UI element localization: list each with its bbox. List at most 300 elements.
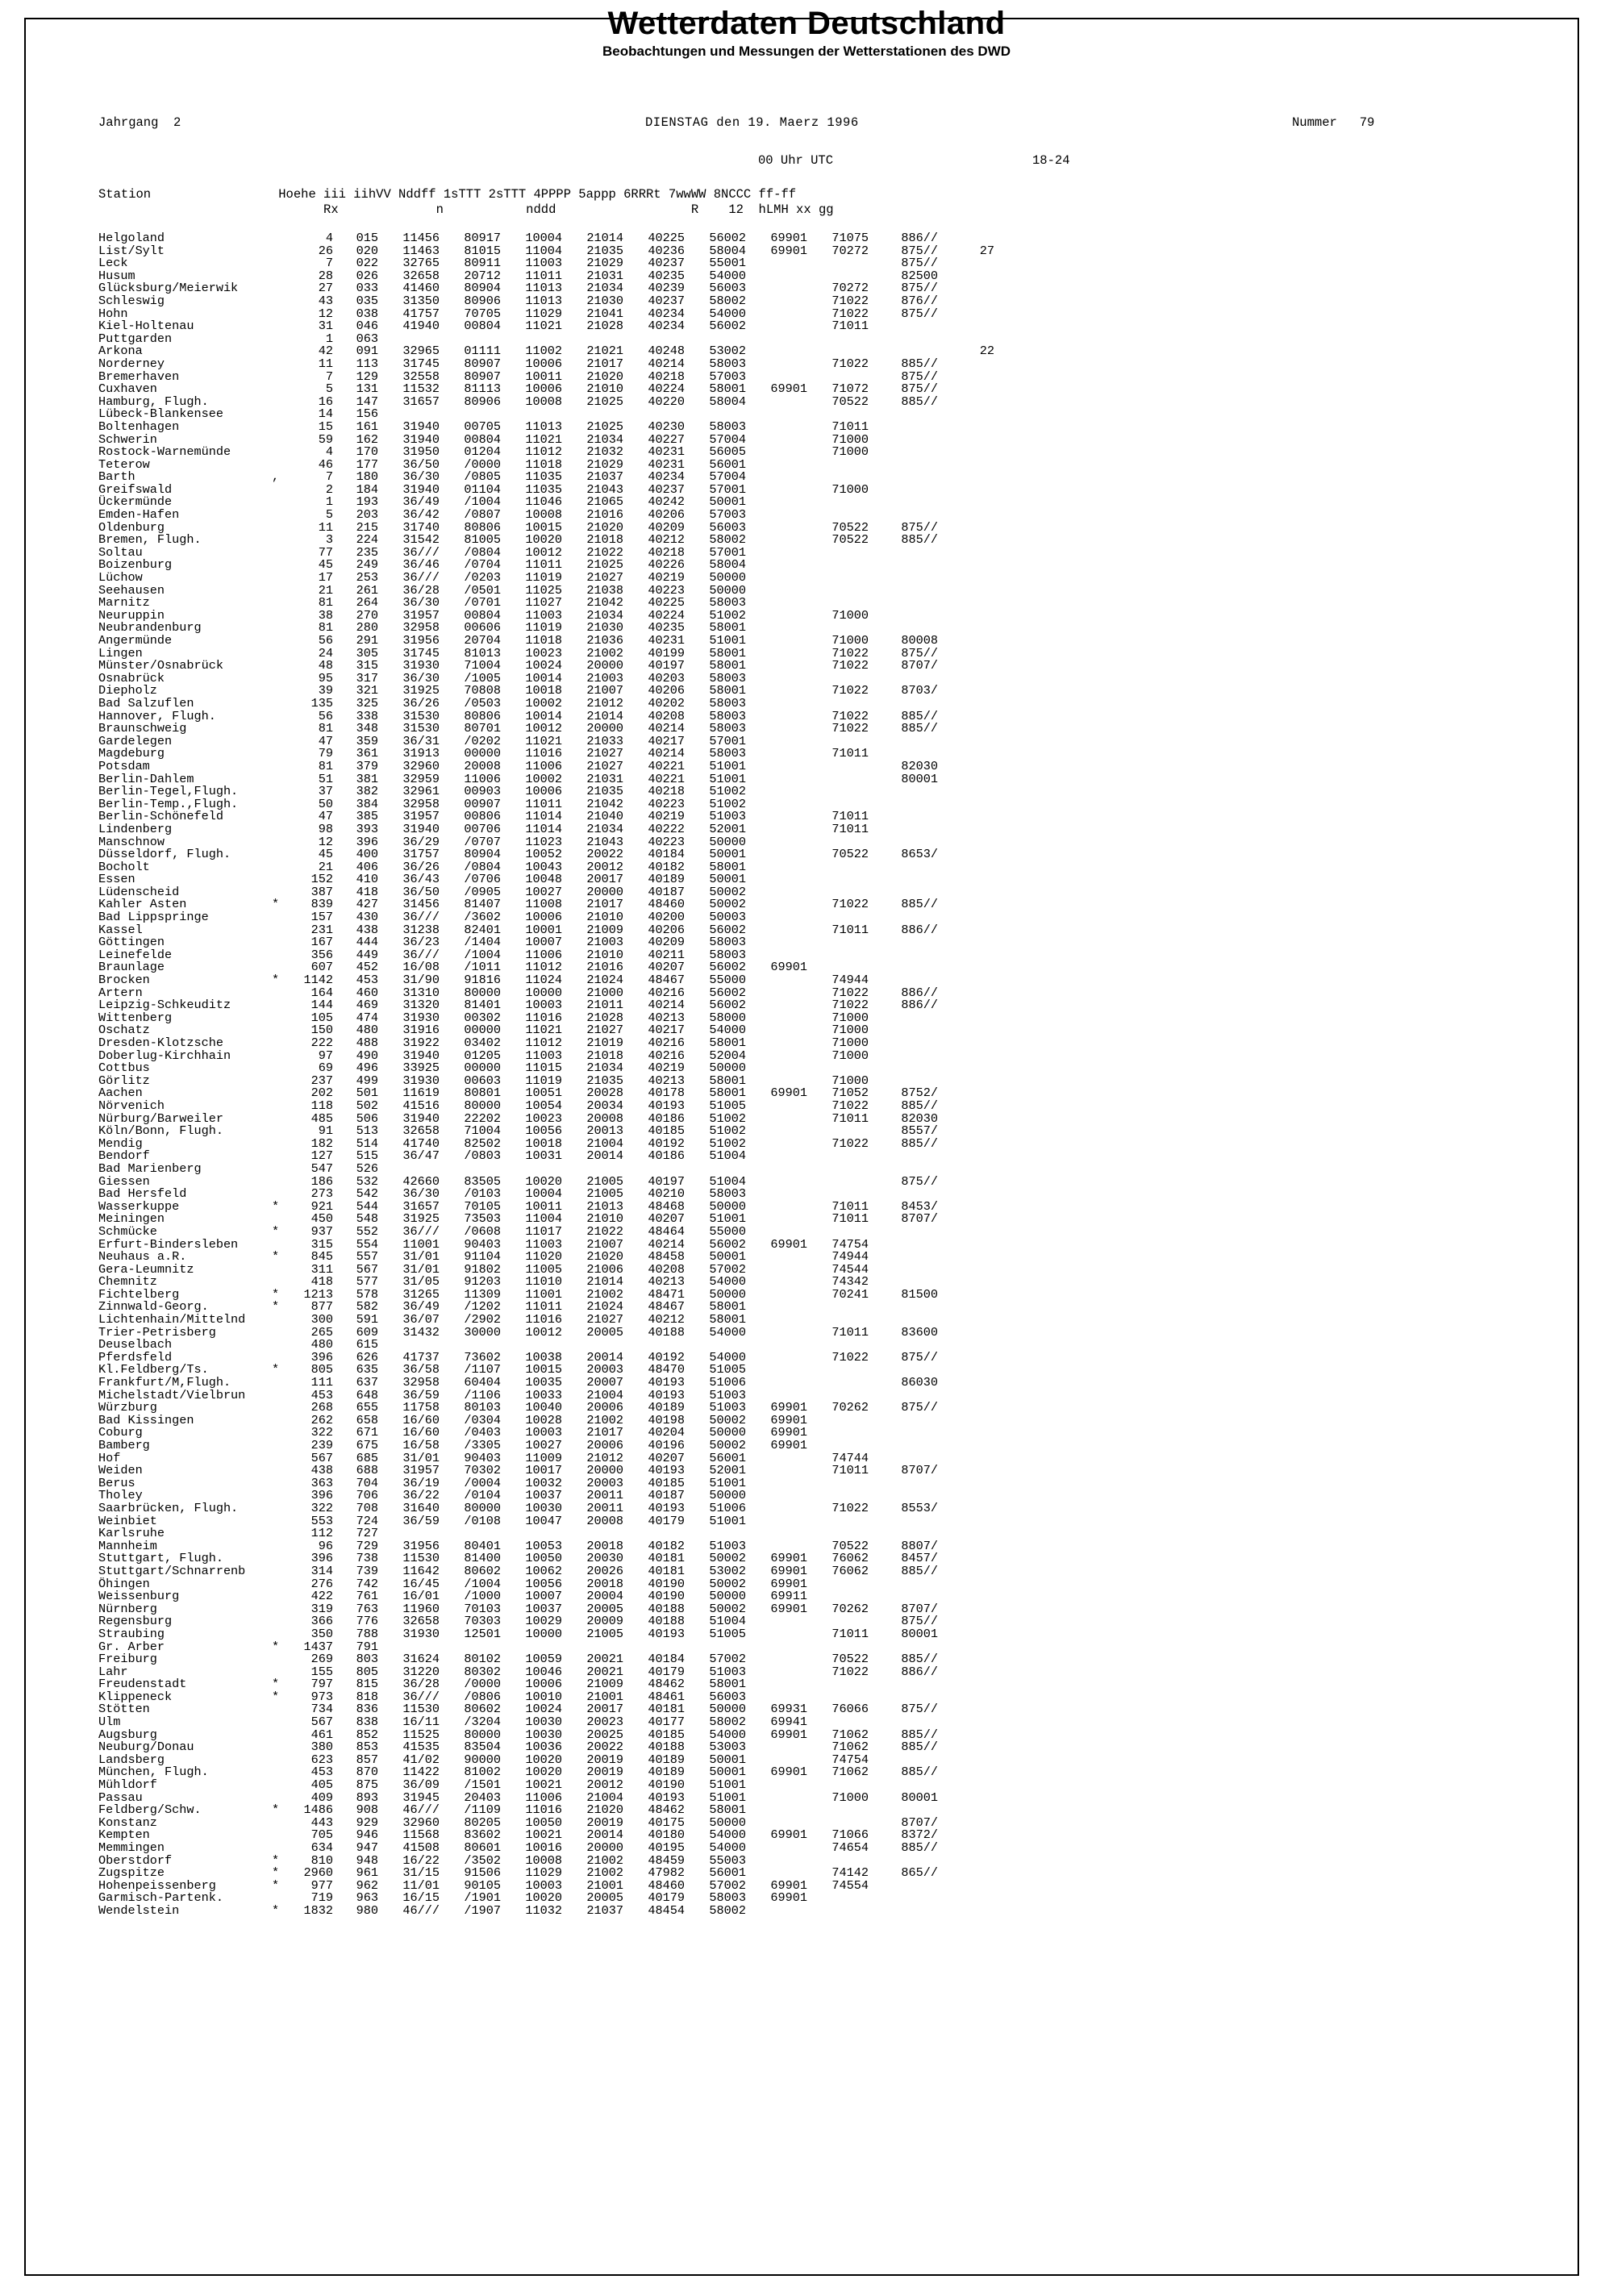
7wwww-group: 71011 [832,419,869,434]
page-subtitle: Beobachtungen und Messungen der Wetterstationen des DWD [602,44,1011,59]
4pppp-group: 40234 [648,319,685,334]
station-altitude: 366 [311,1614,333,1629]
station-id: 499 [356,1073,378,1088]
station-name: Oberstdorf [98,1852,173,1868]
4pppp-group: 40216 [648,1048,685,1063]
station-id: 427 [356,897,378,912]
station-altitude: 14 [318,406,333,422]
5appp-group: 58004 [709,243,746,258]
8nccc-group: 885// [901,1740,938,1755]
station-id: 162 [356,431,378,447]
4pppp-group: 40179 [648,1513,685,1528]
station-altitude: 268 [311,1400,333,1415]
2sttt-group: 21014 [586,708,623,723]
station-name: Coburg [98,1425,143,1440]
2sttt-group: 21028 [586,1010,623,1025]
4pppp-group: 40187 [648,1488,685,1503]
7wwww-group: 71011 [832,746,869,761]
5appp-group: 56002 [709,319,746,334]
iihvv-group: 31542 [402,532,440,548]
5appp-group: 52001 [709,1463,746,1478]
7wwww-group: 76062 [832,1563,869,1578]
nddff-group: 70705 [464,306,501,321]
8nccc-group: 80008 [901,633,938,648]
column-header-line-1: Station Hoehe iii iihVV Nddff 1sTTT 2sTTT 4PPPP 5appp 6RRRt 7wwWW 8NCCC ff-ff [98,187,797,202]
station-altitude: 81 [318,758,333,773]
iihvv-group: 36/// [402,947,440,962]
4pppp-group: 40237 [648,256,685,271]
iihvv-group: 31/90 [402,973,440,988]
4pppp-group: 40193 [648,1098,685,1113]
4pppp-group: 40224 [648,607,685,623]
5appp-group: 51006 [709,1500,746,1515]
iihvv-group: 36/09 [402,1777,440,1793]
station-altitude: 127 [311,1148,333,1164]
station-id: 381 [356,771,378,786]
station-name: Deuselbach [98,1337,173,1352]
2sttt-group: 21022 [586,544,623,560]
4pppp-group: 40227 [648,431,685,447]
6rrrt-group: 69931 [770,1702,807,1717]
station-name: Cottbus [98,1060,150,1076]
5appp-group: 50002 [709,1438,746,1452]
7wwww-group: 71022 [832,1098,869,1113]
5appp-group: 51001 [709,1513,746,1528]
nddff-group: 80907 [464,356,501,371]
nddff-group: 30000 [464,1324,501,1340]
mountain-station-marker: * [272,1852,280,1868]
iihvv-group: 31238 [402,922,440,937]
station-altitude: 42 [318,344,333,359]
7wwww-group: 71022 [832,985,869,1000]
nddff-group: 00000 [464,1023,501,1038]
2sttt-group: 21013 [586,1198,623,1214]
nddff-group: /0503 [464,695,501,710]
5appp-group: 54000 [709,1827,746,1843]
station-id: 637 [356,1375,378,1390]
station-name: Magdeburg [98,746,165,761]
station-altitude: 37 [318,784,333,799]
iihvv-group: 41535 [402,1740,440,1755]
iihvv-group: 32765 [402,256,440,271]
nddff-group: /0501 [464,582,501,598]
station-id: 147 [356,394,378,409]
station-name: Klippeneck [98,1689,173,1704]
2sttt-group: 20014 [586,1349,623,1365]
station-name: Pferdsfeld [98,1349,173,1365]
4pppp-group: 40190 [648,1589,685,1604]
4pppp-group: 48468 [648,1198,685,1214]
8nccc-group: 81500 [901,1286,938,1302]
5appp-group: 58001 [709,645,746,660]
8nccc-group: 8557/ [901,1123,938,1139]
iihvv-group: 31310 [402,985,440,1000]
mountain-station-marker: * [272,1362,280,1377]
mountain-station-marker: * [272,1902,280,1918]
station-altitude: 315 [311,1236,333,1252]
station-id: 929 [356,1815,378,1830]
nddff-group: 00706 [464,821,501,836]
station-name: Schwerin [98,431,157,447]
station-id: 961 [356,1865,378,1881]
2sttt-group: 21021 [586,344,623,359]
iihvv-group: 32558 [402,369,440,384]
iihvv-group: 33925 [402,1060,440,1076]
station-name: Lüchow [98,570,143,585]
4pppp-group: 40217 [648,1023,685,1038]
1sttt-group: 10008 [525,394,562,409]
2sttt-group: 21035 [586,1073,623,1088]
iihvv-group: 36/30 [402,469,440,485]
5appp-group: 56005 [709,444,746,460]
4pppp-group: 40216 [648,985,685,1000]
2sttt-group: 21028 [586,319,623,334]
iihvv-group: 36/30 [402,595,440,610]
2sttt-group: 21035 [586,243,623,258]
station-altitude: 453 [311,1387,333,1402]
station-id: 502 [356,1098,378,1113]
station-id: 688 [356,1463,378,1478]
station-altitude: 28 [318,268,333,283]
iihvv-group: 11456 [402,231,440,245]
nddff-group: 73602 [464,1349,501,1365]
7wwww-group: 70262 [832,1400,869,1415]
nddff-group: 70103 [464,1601,501,1616]
station-altitude: 47 [318,809,333,824]
station-name: Freiburg [98,1652,157,1667]
station-id: 015 [356,231,378,245]
5appp-group: 51004 [709,1614,746,1629]
1sttt-group: 10047 [525,1513,562,1528]
2sttt-group: 21002 [586,1412,623,1427]
iihvv-group: 11568 [402,1827,440,1843]
2sttt-group: 21034 [586,821,623,836]
1sttt-group: 10020 [525,1890,562,1906]
station-altitude: 155 [311,1664,333,1679]
4pppp-group: 40177 [648,1715,685,1730]
8nccc-group: 8807/ [901,1538,938,1553]
jahrgang-value: 2 [173,115,181,130]
8nccc-group: 875// [901,243,938,258]
2sttt-group: 21019 [586,1035,623,1050]
iihvv-group: 32958 [402,620,440,635]
station-altitude: 322 [311,1425,333,1440]
1sttt-group: 10030 [525,1500,562,1515]
5appp-group: 58001 [709,859,746,874]
5appp-group: 50000 [709,1060,746,1076]
1sttt-group: 10004 [525,1186,562,1202]
4pppp-group: 48462 [648,1802,685,1818]
2sttt-group: 21035 [586,784,623,799]
2sttt-group: 20026 [586,1563,623,1578]
station-id: 020 [356,243,378,258]
5appp-group: 56001 [709,1450,746,1465]
station-id: 325 [356,695,378,710]
5appp-group: 50002 [709,1601,746,1616]
station-altitude: 11 [318,356,333,371]
5appp-group: 51003 [709,809,746,824]
1sttt-group: 10038 [525,1349,562,1365]
2sttt-group: 20021 [586,1664,623,1679]
4pppp-group: 40193 [648,1790,685,1805]
7wwww-group: 70272 [832,243,869,258]
1sttt-group: 10006 [525,1677,562,1692]
mountain-station-marker: * [272,1802,280,1818]
nddff-group: /0608 [464,1223,501,1239]
station-name: Bad Lippspringe [98,910,209,925]
2sttt-group: 21010 [586,1211,623,1227]
nddff-group: 00804 [464,607,501,623]
nddff-group: 70303 [464,1614,501,1629]
2sttt-group: 21020 [586,519,623,535]
7wwww-group: 71011 [832,1211,869,1227]
7wwww-group: 74754 [832,1752,869,1767]
station-altitude: 3 [325,532,333,548]
jahrgang-block [98,115,181,130]
8nccc-group: 875// [901,256,938,271]
2sttt-group: 21002 [586,1852,623,1868]
nddff-group: 11006 [464,771,501,786]
iihvv-group: 41737 [402,1349,440,1365]
station-altitude: 363 [311,1475,333,1490]
iihvv-group: 31624 [402,1652,440,1667]
station-name: Öhingen [98,1576,150,1591]
iihvv-group: 31930 [402,1010,440,1025]
1sttt-group: 10006 [525,356,562,371]
4pppp-group: 40206 [648,922,685,937]
nddff-group: 80906 [464,293,501,308]
station-id: 315 [356,658,378,673]
4pppp-group: 40220 [648,394,685,409]
station-altitude: 135 [311,695,333,710]
4pppp-group: 40213 [648,1274,685,1290]
nddff-group: /3305 [464,1438,501,1452]
4pppp-group: 40218 [648,784,685,799]
station-name: Zugspitze [98,1865,165,1881]
station-id: 261 [356,582,378,598]
nddff-group: 83504 [464,1740,501,1755]
5appp-group: 58003 [709,356,746,371]
station-altitude: 269 [311,1652,333,1667]
1sttt-group: 10006 [525,784,562,799]
iihvv-group: 36/49 [402,494,440,510]
7wwww-group: 76062 [832,1551,869,1566]
7wwww-group: 71022 [832,708,869,723]
4pppp-group: 40193 [648,1463,685,1478]
station-altitude: 15 [318,419,333,434]
station-id: 215 [356,519,378,535]
iihvv-group: 31957 [402,809,440,824]
1sttt-group: 11006 [525,758,562,773]
1sttt-group: 10050 [525,1815,562,1830]
station-id: 557 [356,1249,378,1265]
4pppp-group: 40193 [648,1375,685,1390]
5appp-group: 58003 [709,1890,746,1906]
2sttt-group: 20019 [586,1752,623,1767]
iihvv-group: 36/// [402,570,440,585]
nddff-group: /0108 [464,1513,501,1528]
2sttt-group: 20008 [586,1110,623,1126]
iihvv-group: 11525 [402,1727,440,1742]
station-altitude: 311 [311,1261,333,1277]
1sttt-group: 11008 [525,897,562,912]
station-id: 708 [356,1500,378,1515]
7wwww-group: 74654 [832,1840,869,1855]
1sttt-group: 11021 [525,1023,562,1038]
station-altitude: 567 [311,1450,333,1465]
station-altitude: 7 [325,469,333,485]
iihvv-group: 36/59 [402,1513,440,1528]
2sttt-group: 21018 [586,1048,623,1063]
iihvv-group: 11642 [402,1563,440,1578]
5appp-group: 50002 [709,884,746,899]
station-name: Stuttgart/Schnarrenb [98,1563,246,1578]
2sttt-group: 21037 [586,1902,623,1918]
station-name: Artern [98,985,143,1000]
5appp-group: 56002 [709,922,746,937]
6rrrt-group: 69901 [770,1827,807,1843]
iihvv-group: 41740 [402,1135,440,1151]
1sttt-group: 10046 [525,1664,562,1679]
nddff-group: 11309 [464,1286,501,1302]
iihvv-group: 41508 [402,1840,440,1855]
station-id: 706 [356,1488,378,1503]
station-name: Wendelstein [98,1902,180,1918]
2sttt-group: 20000 [586,721,623,736]
station-altitude: 396 [311,1551,333,1566]
8nccc-group: 885// [901,897,938,912]
station-name: Feldberg/Schw. [98,1802,202,1818]
nddff-group: /0202 [464,733,501,748]
4pppp-group: 40218 [648,369,685,384]
station-altitude: 265 [311,1324,333,1340]
station-altitude: 239 [311,1438,333,1452]
1sttt-group: 11001 [525,1286,562,1302]
4pppp-group: 40187 [648,884,685,899]
iihvv-group: 31957 [402,607,440,623]
7wwww-group: 71011 [832,1198,869,1214]
5appp-group: 58001 [709,1035,746,1050]
station-altitude: 845 [311,1249,333,1265]
nddff-group: /1011 [464,960,501,975]
nddff-group: /1107 [464,1362,501,1377]
station-id: 805 [356,1664,378,1679]
5appp-group: 50000 [709,834,746,849]
station-name: Berlin-Dahlem [98,771,194,786]
2sttt-group: 20034 [586,1098,623,1113]
7wwww-group: 71011 [832,319,869,334]
station-name: Greifswald [98,481,173,497]
1sttt-group: 10006 [525,381,562,397]
iihvv-group: 36/46 [402,557,440,573]
8nccc-group: 876// [901,293,938,308]
station-altitude: 422 [311,1589,333,1604]
2sttt-group: 21002 [586,1865,623,1881]
mountain-station-marker: * [272,1223,280,1239]
station-id: 379 [356,758,378,773]
nddff-group: /1901 [464,1890,501,1906]
1sttt-group: 10050 [525,1551,562,1566]
1sttt-group: 11011 [525,796,562,811]
5appp-group: 58002 [709,532,746,548]
4pppp-group: 40207 [648,960,685,975]
station-id: 063 [356,331,378,346]
station-id: 249 [356,557,378,573]
station-name: Nürburg/Barweiler [98,1110,223,1126]
8nccc-group: 885// [901,1652,938,1667]
4pppp-group: 40189 [648,1752,685,1767]
station-id: 875 [356,1777,378,1793]
8nccc-group: 885// [901,1098,938,1113]
iihvv-group: 31/05 [402,1274,440,1290]
1sttt-group: 11009 [525,1450,562,1465]
station-id: 264 [356,595,378,610]
station-name: Tholey [98,1488,143,1503]
5appp-group: 50000 [709,570,746,585]
station-name: Puttgarden [98,331,173,346]
iihvv-group: 36/29 [402,834,440,849]
station-altitude: 396 [311,1488,333,1503]
iihvv-group: 31456 [402,897,440,912]
mountain-station-marker: * [272,1249,280,1265]
1sttt-group: 10014 [525,670,562,685]
7wwww-group: 76066 [832,1702,869,1717]
iihvv-group: 36/// [402,1689,440,1704]
iihvv-group: 36/28 [402,582,440,598]
station-altitude: 38 [318,607,333,623]
7wwww-group: 71011 [832,1626,869,1641]
8nccc-group: 885// [901,1727,938,1742]
station-name: Augsburg [98,1727,157,1742]
nddff-group: 03402 [464,1035,501,1050]
1sttt-group: 11014 [525,821,562,836]
1sttt-group: 10024 [525,658,562,673]
4pppp-group: 40195 [648,1840,685,1855]
station-altitude: 547 [311,1161,333,1176]
5appp-group: 53002 [709,1563,746,1578]
2sttt-group: 21005 [586,1626,623,1641]
station-altitude: 167 [311,935,333,950]
5appp-group: 58001 [709,620,746,635]
1sttt-group: 10008 [525,1852,562,1868]
iihvv-group: 36/43 [402,872,440,887]
6rrrt-group: 69941 [770,1715,807,1730]
nddff-group: /1404 [464,935,501,950]
2sttt-group: 21034 [586,1060,623,1076]
4pppp-group: 48459 [648,1852,685,1868]
8nccc-group: 886// [901,922,938,937]
iihvv-group: 16/15 [402,1890,440,1906]
5appp-group: 50002 [709,1576,746,1591]
station-id: 338 [356,708,378,723]
7wwww-group: 71052 [832,1085,869,1101]
4pppp-group: 40207 [648,1211,685,1227]
iihvv-group: 31930 [402,1073,440,1088]
nddff-group: /0004 [464,1475,501,1490]
nddff-group: /0704 [464,557,501,573]
station-id: 803 [356,1652,378,1667]
8nccc-group: 82030 [901,1110,938,1126]
1sttt-group: 10030 [525,1715,562,1730]
2sttt-group: 20011 [586,1488,623,1503]
1sttt-group: 11017 [525,1223,562,1239]
2sttt-group: 21029 [586,456,623,472]
5appp-group: 56003 [709,1689,746,1704]
nddff-group: 81015 [464,243,501,258]
iihvv-group: 16/01 [402,1589,440,1604]
8nccc-group: 875// [901,381,938,397]
5appp-group: 57002 [709,1877,746,1893]
